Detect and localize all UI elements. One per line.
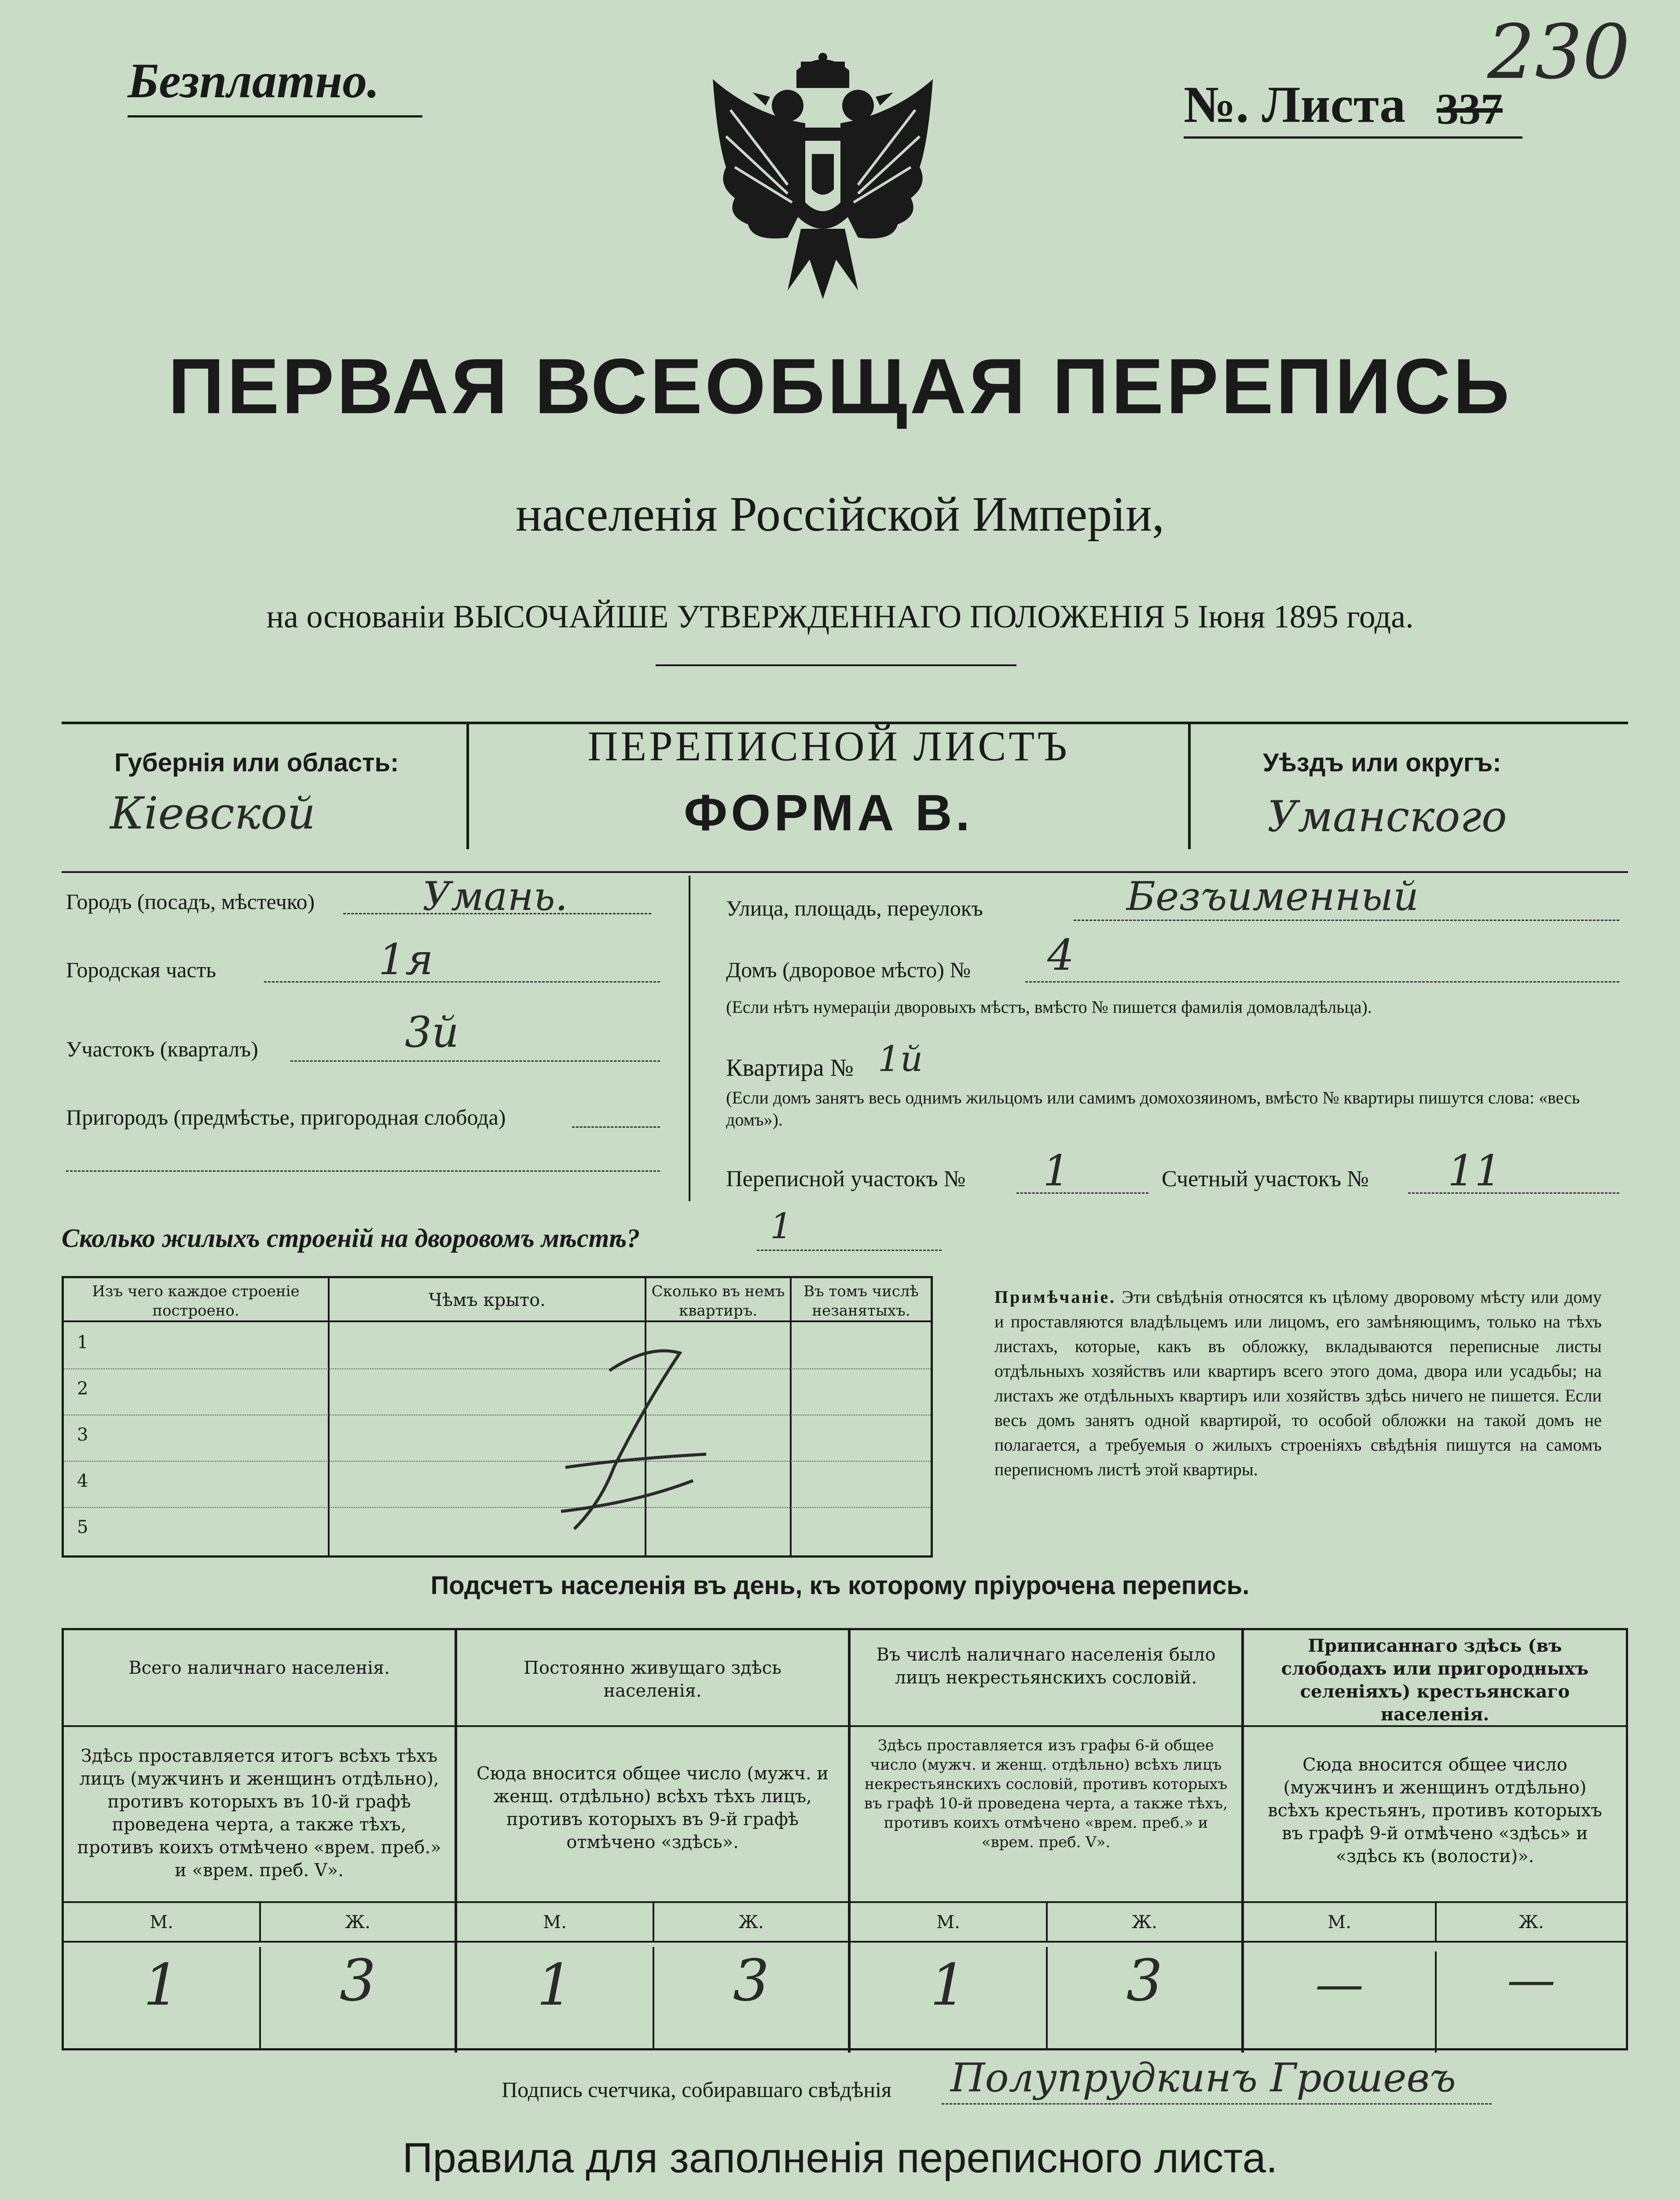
apartment-value: 1й (878, 1038, 923, 1079)
city-part-label: Городская часть (66, 957, 216, 982)
buildings-note-title: Примѣчаніе. (994, 1287, 1116, 1307)
count-table (62, 1628, 1628, 2050)
count-col-total-desc: Здѣсь проставляется итогъ всѣхъ тѣхъ лицъ (мужчинъ и женщинъ отдѣльно), противъ которыхъ въ 10-й графѣ проведена черта, а также тѣхъ, противъ коихъ отмѣчено «врем. преб.» и «врем. преб. V». (64, 1727, 455, 1903)
count-col-permanent-header: Постоянно живущаго здѣсь населенія. (457, 1630, 848, 1727)
sheet-number-label: №. Листа (1184, 76, 1406, 133)
count-col-peasant-m-value: — (1315, 1956, 1364, 2012)
count-col-permanent-f-value: 3 (653, 1947, 848, 2048)
count-col-nonpeasant-m-label: М. (851, 1903, 1046, 1943)
street-value: Безъименный (1126, 873, 1419, 920)
census-section-label: Переписной участокъ № (726, 1166, 966, 1192)
count-col-permanent-f-label: Ж. (653, 1903, 848, 1943)
count-section-label: Счетный участокъ № (1162, 1166, 1369, 1192)
count-title: Подсчетъ населенія въ день, къ которому пріурочена перепись. (430, 1571, 1250, 1600)
subtitle: населенія Россійской Имперіи, (515, 487, 1165, 542)
count-col-peasant-m-label: М. (1244, 1903, 1435, 1943)
buildings-note (994, 1285, 1602, 1482)
count-col-nonpeasant-m-value: 1 (930, 1951, 967, 2018)
count-col-total-m-value: 1 (143, 1951, 180, 2018)
count-col-total-header: Всего наличнаго населенія. (64, 1630, 455, 1727)
title-divider (656, 664, 1016, 666)
count-col-permanent-m-label: М. (457, 1903, 653, 1943)
signature-value: Полупрудкинъ Грошевъ (950, 2055, 1456, 2101)
handwritten-strike (548, 1335, 715, 1547)
buildings-col-apartments: Сколько въ немъ квартиръ. (645, 1278, 790, 1322)
location-divider (689, 876, 690, 1201)
count-col-nonpeasant-f-value: 3 (1046, 1947, 1241, 2048)
precinct-label: Участокъ (кварталъ) (66, 1037, 258, 1061)
house-value: 4 (1047, 931, 1075, 980)
sheet-number-struck: 337 (1437, 84, 1503, 133)
sheet-number-underline (1184, 136, 1522, 139)
count-col-peasant-header: Приписаннаго здѣсь (въ слободахъ или пригородныхъ селеніяхъ) крестьянскаго населенія. (1244, 1630, 1626, 1727)
count-col-peasant-f-label: Ж. (1435, 1903, 1626, 1943)
main-title: ПЕРВАЯ ВСЕОБЩАЯ ПЕРЕПИСЬ (168, 342, 1512, 430)
rules-title: Правила для заполненія переписного листа. (402, 2134, 1278, 2182)
form-label: ФОРМА В. (684, 784, 973, 841)
location-top-rule (62, 871, 1628, 873)
form-box-right-divider (1188, 722, 1191, 849)
buildings-row-number: 3 (77, 1425, 88, 1445)
city-part-value: 1я (378, 935, 433, 984)
house-label: Домъ (дворовое мѣсто) № (726, 957, 971, 982)
count-col-permanent-m-value: 1 (536, 1951, 573, 2018)
street-label: Улица, площадь, переулокъ (726, 896, 983, 920)
city-value: Умань. (422, 873, 568, 920)
imperial-eagle-emblem (700, 53, 946, 304)
province-value: Кіевской (110, 788, 316, 839)
count-col-nonpeasant-f-label: Ж. (1046, 1903, 1241, 1943)
count-section-value: 11 (1448, 1146, 1502, 1195)
basis-line: на основаніи ВЫСОЧАЙШЕ УТВЕРЖДЕННАГО ПОЛОЖЕНІЯ 5 Іюня 1895 года. (266, 599, 1414, 635)
signature-label: Подпись счетчика, собиравшаго свѣдѣнія (502, 2077, 891, 2102)
count-col-permanent-desc: Сюда вносится общее число (мужч. и женщ. отдѣльно) всѣхъ тѣхъ лицъ, противъ которыхъ въ 9-й графѣ отмѣчено «здѣсь». (457, 1727, 848, 1903)
buildings-row-number: 1 (77, 1332, 88, 1353)
buildings-table (62, 1276, 933, 1558)
buildings-question: Сколько жилыхъ строеній на дворовомъ мѣстѣ? (62, 1224, 640, 1253)
house-note: (Если нѣтъ нумераціи дворовыхъ мѣстъ, вмѣсто № пишется фамилія домовладѣльца). (726, 997, 1372, 1017)
free-label: Безплатно. (128, 54, 380, 108)
count-col-total-f-label: Ж. (259, 1903, 455, 1943)
district-value: Уманского (1267, 792, 1507, 841)
count-col-total-f-value: 3 (259, 1947, 455, 2048)
buildings-row-number: 5 (77, 1517, 88, 1537)
district-label: Уѣздъ или округъ: (1263, 748, 1501, 777)
free-label-underline (128, 115, 422, 117)
buildings-question-value: 1 (770, 1206, 792, 1247)
buildings-note-text: Эти свѣдѣнія относятся къ цѣлому дворовому мѣсту или дому и проставляются владѣльцемъ или лицомъ, его замѣняющимъ, только на тѣхъ листахъ, которые, какъ въ обложку, вкладываются переписные листы отдѣльныхъ хозяйствъ или квартиръ всего этого дома, двора или усадьбы; на листахъ же отдѣльныхъ квартиръ или хозяйствъ здѣсь ничего не пишется. Если весь домъ занятъ одной квартирой, то особой обложки на такой домъ не полагается, а требуемыя о жилыхъ строеніяхъ свѣдѣнія пишутся на самомъ переписномъ листѣ этой квартиры. (994, 1287, 1602, 1479)
suburb-label: Пригородъ (предмѣстье, пригородная слобода) (66, 1105, 506, 1129)
census-section-value: 1 (1043, 1146, 1070, 1195)
count-col-peasant-f-value: — (1435, 1951, 1626, 2053)
count-col-total-m-label: М. (64, 1903, 259, 1943)
count-col-nonpeasant-desc: Здѣсь проставляется изъ графы 6-й общее число (мужч. и женщ. отдѣльно) всѣхъ лицъ некрестьянскихъ сословій, противъ которыхъ въ графѣ 10-й проведена черта, а также тѣхъ, противъ коихъ отмѣчено «врем. преб.» и «врем. преб. V». (851, 1727, 1241, 1903)
count-col-nonpeasant-header: Въ числѣ наличнаго населенія было лицъ некрестьянскихъ сословій. (851, 1630, 1241, 1727)
buildings-col-vacant: Въ томъ числѣ незанятыхъ. (790, 1278, 931, 1322)
buildings-row-number: 2 (77, 1379, 88, 1399)
count-col-peasant-desc: Сюда вносится общее число (мужчинъ и женщинъ отдѣльно) всѣхъ крестьянъ, противъ которыхъ въ графѣ 9-й отмѣчено «здѣсь» и «здѣсь къ (волости)». (1244, 1727, 1626, 1903)
province-label: Губернія или область: (114, 748, 399, 777)
apartment-label: Квартира № (726, 1054, 854, 1082)
city-label: Городъ (посадъ, мѣстечко) (66, 889, 315, 914)
sheet-number-handwritten: 230 (1487, 9, 1630, 96)
precinct-value: 3й (405, 1008, 459, 1057)
buildings-row-number: 4 (77, 1471, 88, 1491)
form-name: ПЕРЕПИСНОЙ ЛИСТЪ (587, 722, 1070, 770)
apartment-note: (Если домъ занятъ весь однимъ жильцомъ или самимъ домохозяиномъ, вмѣсто № квартиры пишутся слова: «весь домъ»). (726, 1088, 1580, 1129)
buildings-col-roof: Чѣмъ крыто. (328, 1278, 645, 1322)
buildings-col-material: Изъ чего каждое строеніе построено. (64, 1278, 328, 1322)
